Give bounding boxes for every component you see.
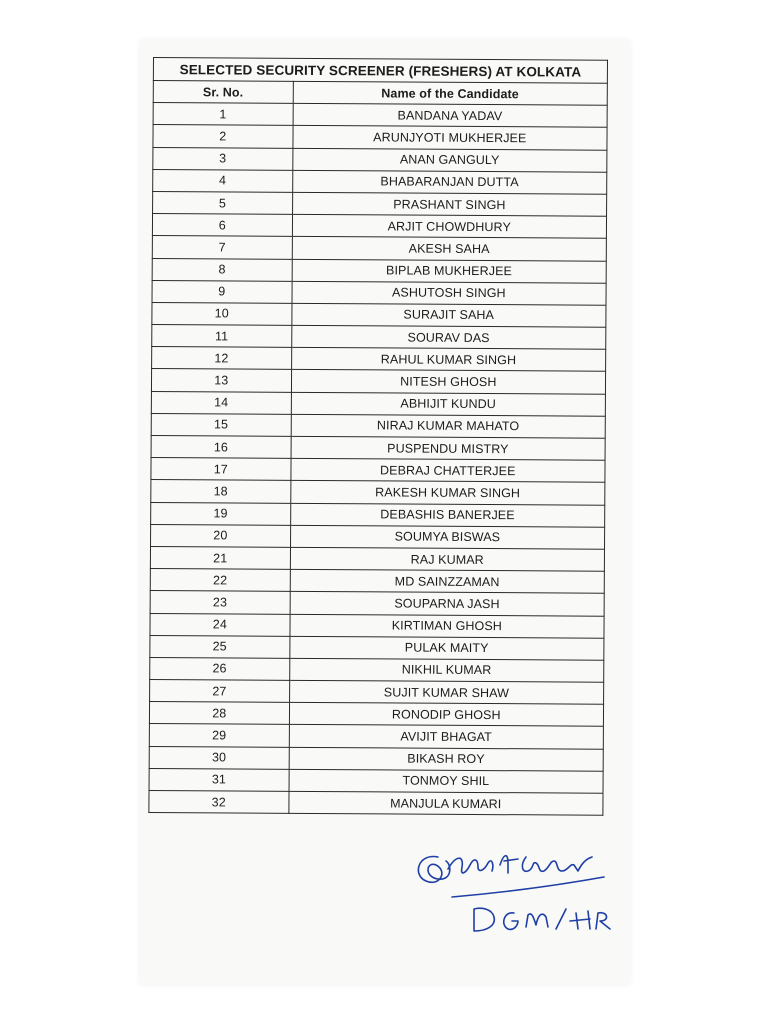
serial-number: 32 [149,790,289,813]
serial-number: 12 [152,347,292,370]
table-row [150,569,604,594]
candidate-name: BIPLAB MUKHERJEE [292,259,607,283]
candidate-name: RONODIP GHOSH [289,703,604,727]
table-body [149,103,607,816]
serial-number: 9 [152,280,292,303]
candidate-name: ARJIT CHOWDHURY [292,214,607,238]
table-row [152,325,606,350]
serial-number: 4 [153,169,293,192]
candidate-name: TONMOY SHIL [289,769,604,793]
candidate-name: SOUMYA BISWAS [290,525,605,549]
candidate-name: DEBRAJ CHATTERJEE [291,459,606,483]
table-row [151,502,605,527]
candidate-name: ABHIJIT KUNDU [291,392,606,416]
candidate-name: BIKASH ROY [289,747,604,771]
candidate-name: ANAN GANGULY [292,148,607,172]
candidate-name: PUSPENDU MISTRY [291,436,606,460]
candidate-name: PRASHANT SINGH [292,192,607,216]
table-row [150,680,604,705]
table-row [153,125,607,150]
serial-number: 8 [152,258,292,281]
candidate-name: RAKESH KUMAR SINGH [290,481,605,505]
table-row [151,524,605,549]
table-row [150,591,604,616]
serial-number: 20 [151,524,291,547]
candidate-name: BANDANA YADAV [293,104,608,128]
serial-number: 6 [152,214,292,237]
candidate-name: AKESH SAHA [292,237,607,261]
candidate-name: PULAK MAITY [289,636,604,660]
candidate-name: BHABARANJAN DUTTA [292,170,607,194]
candidate-name: MD SAINZZAMAN [290,569,605,593]
serial-number: 23 [150,591,290,614]
candidate-name: SURAJIT SAHA [291,303,606,327]
serial-number: 15 [151,413,291,436]
table-row [152,214,606,239]
table-row [152,236,606,261]
column-header-sr-no: Sr. No. [153,81,293,104]
serial-number: 18 [151,480,291,503]
serial-number: 14 [151,391,291,414]
serial-number: 2 [153,125,293,148]
serial-number: 11 [152,325,292,348]
serial-number: 27 [150,680,290,703]
candidate-name: SOURAV DAS [291,325,606,349]
candidate-name: RAHUL KUMAR SINGH [291,348,606,372]
candidate-name: MANJULA KUMARI [288,791,603,815]
table-row [149,790,603,815]
candidate-name: NIRAJ KUMAR MAHATO [291,414,606,438]
candidate-name: RAJ KUMAR [290,547,605,571]
table-row [152,258,606,283]
candidate-table [148,57,608,816]
table-title: SELECTED SECURITY SCREENER (FRESHERS) AT KOLKATA [153,58,607,84]
serial-number: 17 [151,458,291,481]
candidate-name: SUJIT KUMAR SHAW [289,680,604,704]
table-row [153,147,607,172]
table-row [150,613,604,638]
table-row [151,435,605,460]
table-row [151,391,605,416]
serial-number: 19 [151,502,291,525]
table-row [151,369,605,394]
table-row [149,768,603,793]
serial-number: 22 [150,569,290,592]
serial-number: 24 [150,613,290,636]
table-row [150,657,604,682]
table-row [150,546,604,571]
table-row [153,191,607,216]
table-row [153,103,607,128]
serial-number: 28 [149,702,289,725]
serial-number: 16 [151,435,291,458]
candidate-name: ASHUTOSH SINGH [292,281,607,305]
serial-number: 25 [150,635,290,658]
table-row [149,746,603,771]
candidate-name: NITESH GHOSH [291,370,606,394]
candidate-name: SOUPARNA JASH [290,592,605,616]
serial-number: 3 [153,147,293,170]
serial-number: 7 [152,236,292,259]
candidate-name: DEBASHIS BANERJEE [290,503,605,527]
table-row [150,635,604,660]
column-header-name: Name of the Candidate [293,81,608,105]
serial-number: 30 [149,746,289,769]
table-row [151,480,605,505]
serial-number: 31 [149,768,289,791]
candidate-name: NIKHIL KUMAR [289,658,604,682]
table-row [153,169,607,194]
serial-number: 21 [150,546,290,569]
table-row [149,702,603,727]
table-row [152,280,606,305]
serial-number: 10 [152,302,292,325]
table-row [151,413,605,438]
serial-number: 13 [151,369,291,392]
candidate-name: KIRTIMAN GHOSH [290,614,605,638]
serial-number: 5 [153,191,293,214]
table-row [151,458,605,483]
candidate-name: ARUNJYOTI MUKHERJEE [293,126,608,150]
signature-stamp [408,835,618,945]
serial-number: 29 [149,724,289,747]
candidate-name: AVIJIT BHAGAT [289,725,604,749]
table-row [149,724,603,749]
serial-number: 26 [150,657,290,680]
table-row [152,302,606,327]
table-row [152,347,606,372]
serial-number: 1 [153,103,293,126]
